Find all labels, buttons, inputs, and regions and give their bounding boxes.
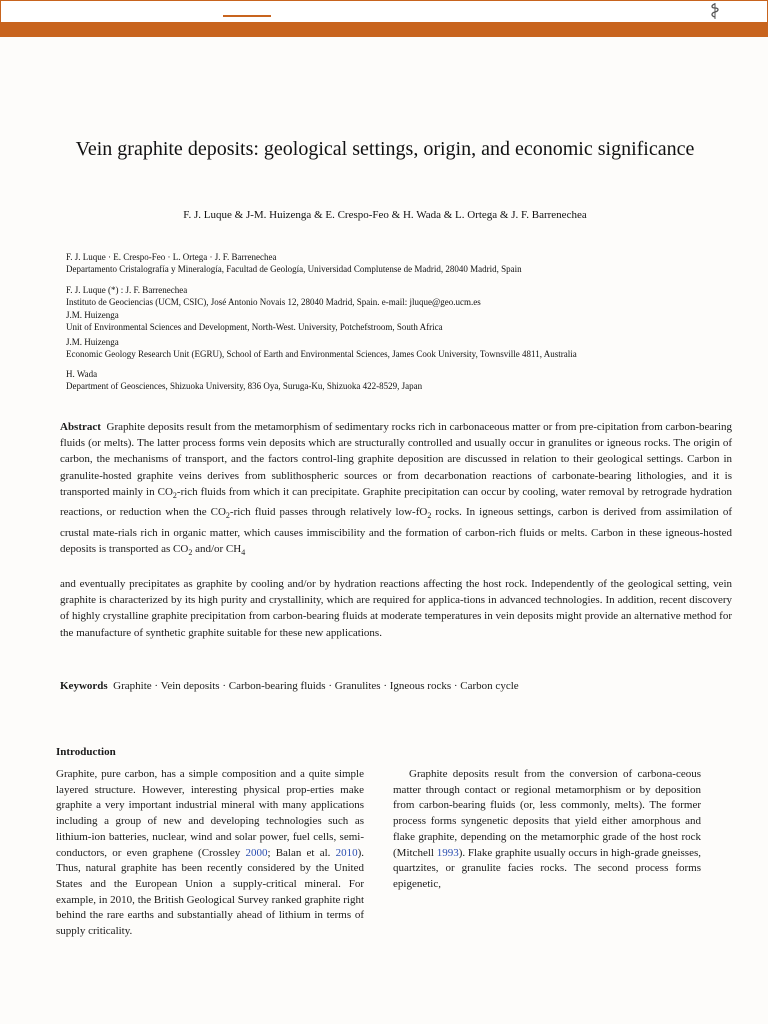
body-text: Graphite, pure carbon, has a simple composition and a quite simple layered structure. However, interesting physical prop-erties make graphite a very important industrial mineral with many applications including a group of new and developing technologies such as lithium-ion batteries, nuclear, wind and solar power, fuel cells, semi-conductors, or even graphene (Crossley: [56, 768, 364, 859]
affiliation-address: Economic Geology Research Unit (EGRU), School of Earth and Environmental Sciences, James Cook University, Townsville 4811, Australia: [66, 349, 577, 359]
keywords-label: Keywords: [60, 680, 108, 692]
abstract-continuation: and eventually precipitates as graphite by cooling and/or by hydration reactions affecting the host rock. Independently of the geological setting, vein graphite is characterized by its high purity and crystallinity, which are required for applica-tions in advanced technologies. In addition, recent discovery of highly crystalline graphite precipitation from carbon-bearing fluids at moderate temperatures in vein deposits might provide an alternative method for the manufacture of synthetic graphite suitable for these new applications.: [60, 578, 732, 639]
affiliation-names: F. J. Luque (*) : J. F. Barrenechea: [66, 285, 188, 295]
affiliation-block: [66, 251, 746, 275]
intro-right-column: [393, 767, 701, 893]
affiliation-address: Departamento Cristalografía y Mineralogía, Facultad de Geología, Universidad Complutense de Madrid, 28040 Madrid, Spain: [66, 264, 522, 274]
affiliation-names: J.M. Huizenga: [66, 337, 119, 347]
subscript: 2: [225, 511, 230, 521]
toolbar-tab-indicator: [223, 15, 271, 17]
affiliation-block: [66, 336, 746, 360]
body-text: ; Balan et al.: [267, 846, 336, 859]
citation-link[interactable]: 2010: [335, 846, 358, 859]
subscript: 2: [188, 547, 193, 557]
abstract-paragraph: [60, 419, 732, 561]
abstract-text: -rich fluids from which it can precipitate. Graphite precipitation can occur by cooling, water removal by retrograde hydration reactions, or reduction when the CO: [60, 485, 732, 519]
affiliation-names: H. Wada: [66, 369, 98, 379]
affiliation-names: F. J. Luque · E. Crespo-Feo · L. Ortega · J. F. Barrenechea: [66, 252, 277, 262]
subscript: 4: [241, 547, 246, 557]
abstract-label: Abstract: [60, 421, 101, 433]
citation-link[interactable]: 2000: [245, 846, 268, 859]
intro-paragraph: [393, 767, 701, 893]
affiliation-address: Instituto de Geociencias (UCM, CSIC), José Antonio Novais 12, 28040 Madrid, Spain. e-mail: jluque@geo.ucm.es: [66, 297, 481, 307]
abstract-text: and/or CH: [192, 542, 242, 555]
body-text: Graphite deposits result from the conversion of carbona-ceous matter through contact or regional metamorphism or by deposition from carbon-bearing fluids (or, less commonly, melts). The former process forms syngenetic deposits that yield either amorphous and flake graphite, depending on the metamorphic grade of the host rock (Mitchell: [393, 768, 701, 859]
body-text: ). Thus, natural graphite has been recently considered by the United States and the European Union a supply-critical mineral. For example, in 2010, the British Geological Survey ranked graphite right behind the rare earths and substantially ahead of lithium in terms of supply criticality.: [56, 846, 365, 938]
intro-paragraph: [56, 767, 364, 940]
intro-left-column: [56, 767, 364, 940]
body-text: ). Flake graphite usually occurs in high-grade gneisses, quartzites, or granulite facies rocks. The second process forms epigenetic,: [393, 846, 701, 890]
affiliation-address: Department of Geosciences, Shizuoka University, 836 Oya, Suruga-Ku, Shizuoka 422-8529, Japan: [66, 381, 423, 391]
affiliation-block: [66, 309, 746, 333]
author-list: F. J. Luque & J-M. Huizenga & E. Crespo-Feo & H. Wada & L. Ortega & J. F. Barrenechea: [183, 209, 587, 221]
subscript: 2: [172, 491, 177, 500]
subscript: 2: [427, 511, 432, 521]
citation-link[interactable]: 1993: [436, 846, 459, 859]
affiliation-address: Unit of Environmental Sciences and Development, North-West. University, Potchefstroom, South Africa: [66, 322, 443, 332]
publisher-logo-icon[interactable]: [706, 2, 724, 20]
affiliation-names: J.M. Huizenga: [66, 310, 119, 320]
affiliation-block: [66, 284, 746, 308]
section-heading-introduction: Introduction: [56, 746, 116, 758]
header-accent-bar: [0, 22, 768, 37]
abstract-text: -rich fluid passes through relatively low-fO: [229, 506, 428, 519]
keywords-text: Graphite · Vein deposits · Carbon-bearing fluids · Granulites · Igneous rocks · Carbon cycle: [113, 680, 519, 692]
affiliation-block: [66, 368, 746, 392]
keywords-line: [60, 680, 732, 692]
abstract-text: Graphite deposits result from the metamorphism of sedimentary rocks rich in carbonaceous matter or from pre-cipitation from carbon-bearing fluids (or melts). The latter process forms vein deposits which are structurally controlled and usually occur in granulites or igneous rocks. The origin of carbon, the mechanisms of transport, and the factors control-ling graphite deposition are discussed in relation to their geological settings. Carbon in granulite-hosted graphite veins derives from sublithospheric sources or from decarbonation reactions of carbonate-bearing lithologies, and it is transported mainly in CO: [60, 421, 733, 498]
paper-title: Vein graphite deposits: geological settings, origin, and economic significance: [75, 138, 695, 160]
top-toolbar: [0, 0, 768, 22]
abstract-text: rocks. In igneous settings, carbon is derived from assimilation of crustal mate-rials rich in organic matter, which causes immiscibility and the formation of carbon-rich fluids or melts. Carbon in these igneous-hosted deposits is transported as CO: [60, 506, 733, 555]
